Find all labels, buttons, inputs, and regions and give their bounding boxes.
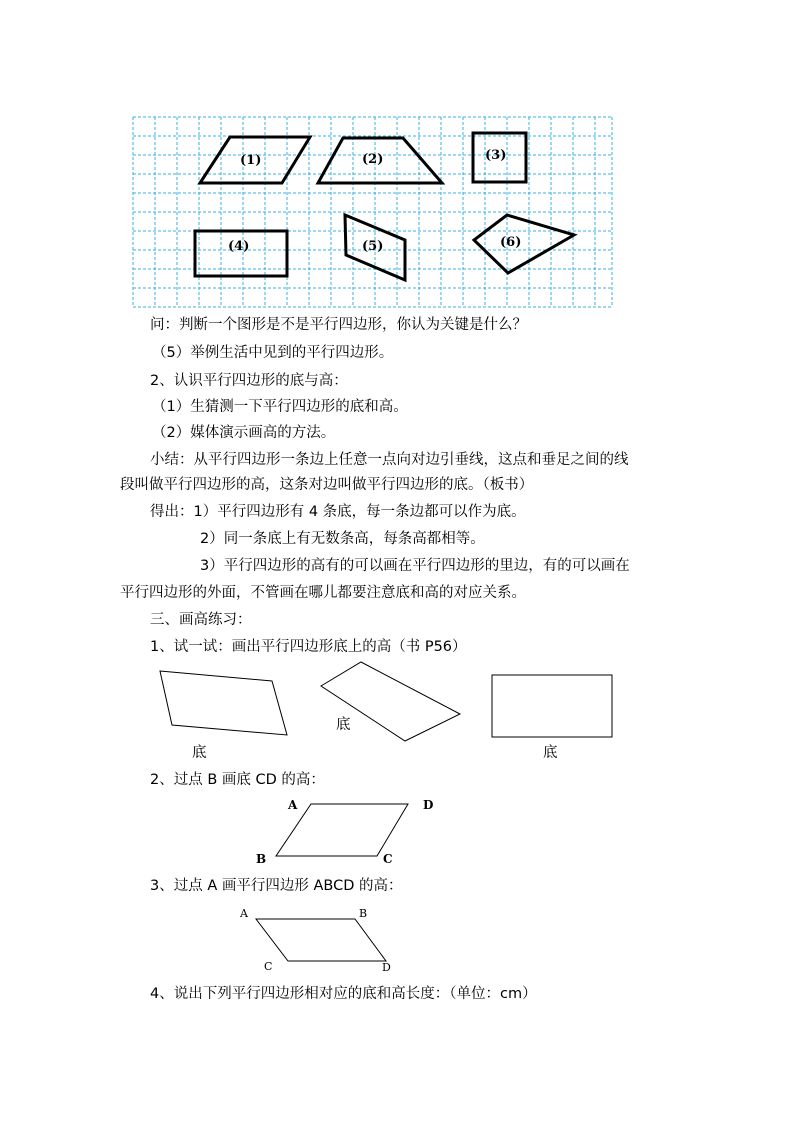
shape-label-5: (5) [362, 239, 384, 254]
section-2-item-1: （1）生猜测一下平行四边形的底和高。 [152, 399, 408, 415]
section-2-item-2: （2）媒体演示画高的方法。 [152, 425, 336, 441]
exercise-2: 2、过点 B 画底 CD 的高： [150, 772, 325, 788]
question-line: 问：判断一个图形是不是平行四边形，你认为关键是什么？ [150, 317, 527, 333]
conclusion-1: 得出：1）平行四边形有 4 条底，每一条边都可以作为底。 [150, 504, 526, 520]
ex1-base-label-a: 底 [192, 745, 207, 761]
ex1-base-label-c: 底 [543, 745, 558, 761]
shape-label-4: (4) [228, 239, 250, 254]
shape-6-quadrilateral [474, 215, 574, 273]
ex2-label-a: A [288, 798, 298, 812]
section-2-heading: 2、认识平行四边形的底与高： [150, 373, 348, 389]
shape-label-2: (2) [362, 152, 384, 167]
ex2-label-c: C [383, 852, 393, 866]
shape-label-6: (6) [500, 235, 522, 250]
conclusion-3b: 平行四边形的外面，不管画在哪儿都要注意底和高的对应关系。 [120, 585, 526, 601]
conclusion-3a: 3）平行四边形的高有的可以画在平行四边形的里边，有的可以画在 [200, 558, 630, 574]
ex3-label-b: B [359, 907, 368, 920]
exercise-1: 1、试一试：画出平行四边形底上的高（书 P56） [150, 639, 467, 655]
item-5: （5）举例生活中见到的平行四边形。 [152, 345, 394, 361]
exercise-1-figures [0, 660, 794, 770]
ex1-rectangle [492, 675, 612, 737]
ex3-label-d: D [382, 961, 391, 974]
ex3-label-c: C [264, 960, 273, 973]
shape-label-1: (1) [240, 153, 262, 168]
exercise-4: 4、说出下列平行四边形相对应的底和高长度：（单位：cm） [150, 986, 537, 1002]
ex1-parallelogram-a [160, 671, 287, 735]
exercise-2-figure [240, 792, 450, 872]
ex1-base-label-b: 底 [336, 717, 351, 733]
section-3-heading: 三、画高练习： [150, 612, 252, 628]
conclusion-2: 2）同一条底上有无数条高，每条高都相等。 [200, 531, 485, 547]
ex2-label-b: B [256, 852, 267, 866]
ex3-label-a: A [240, 907, 248, 920]
summary-line-1: 小结：从平行四边形一条边上任意一点向对边引垂线，这点和垂足之间的线 [150, 452, 629, 468]
shapes-grid [0, 0, 794, 320]
shape-label-3: (3) [485, 148, 507, 163]
exercise-3: 3、过点 A 画平行四边形 ABCD 的高： [150, 878, 403, 894]
ex3-parallelogram [256, 919, 386, 961]
summary-line-2: 段叫做平行四边形的高，这条对边叫做平行四边形的底。（板书） [120, 477, 534, 493]
ex2-label-d: D [423, 798, 434, 812]
exercise-3-figure [230, 900, 410, 980]
